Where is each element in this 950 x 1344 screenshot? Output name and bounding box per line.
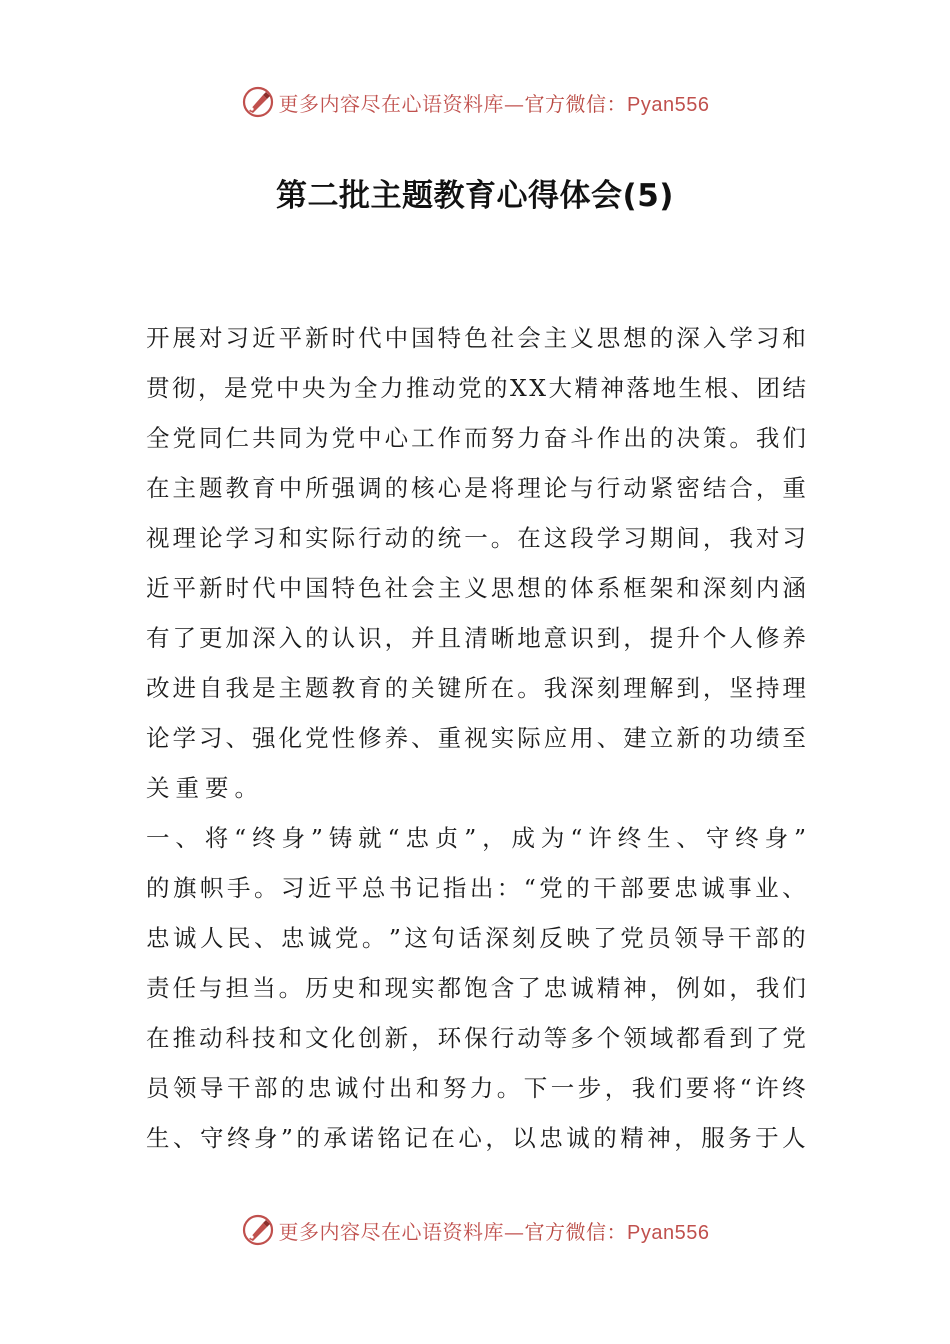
body-line: 在 推 动 科 技 和 文 化 创 新 ， 环 保 行 动 等 多 个 领 域 都 看 到 了 党 (146, 1024, 806, 1052)
banner-separator: — (504, 1219, 525, 1244)
body-line: 的 旗 帜 手 。 习 近 平 总 书 记 指 出 ： “ 党 的 干 部 要 忠 诚 事 业 、 (146, 874, 806, 902)
banner-wechat-label: 官方微信： (524, 1219, 628, 1244)
body-line: 全 党 同 仁 共 同 为 党 中 心 工 作 而 努 力 奋 斗 作 出 的 决 策 。 我 们 (146, 424, 806, 452)
body-line: 生 、 守 终 身 ” 的 承 诺 铭 记 在 心 ， 以 忠 诚 的 精 神 ， 服 务 于 人 (146, 1124, 806, 1152)
header-banner (0, 82, 950, 122)
body-line: 改 进 自 我 是 主 题 教 育 的 关 键 所 在 。 我 深 刻 理 解 到 ， 坚 持 理 (146, 674, 806, 702)
banner-wechat-id: Pyan556 (627, 93, 710, 116)
banner-separator: — (504, 91, 525, 116)
pen-nib-logo-icon (241, 1213, 275, 1247)
banner-wechat-id: Pyan556 (627, 1221, 710, 1244)
pen-nib-logo-icon (241, 85, 275, 119)
body-line: 贯 彻 ， 是 党 中 央 为 全 力 推 动 党 的 X X 大 精 神 落 地 生 根 、 团 结 (146, 374, 806, 402)
body-line: 责 任 与 担 当 。 历 史 和 现 实 都 饱 含 了 忠 诚 精 神 ， 例 如 ， 我 们 (146, 974, 806, 1002)
body-line: 近 平 新 时 代 中 国 特 色 社 会 主 义 思 想 的 体 系 框 架 和 深 刻 内 涵 (146, 574, 806, 602)
body-line: 关重要。 (146, 774, 264, 802)
footer-banner (0, 1210, 950, 1250)
banner-text (279, 1216, 710, 1245)
body-line: 有 了 更 加 深 入 的 认 识 ， 并 且 清 晰 地 意 识 到 ， 提 升 个 人 修 养 (146, 624, 806, 652)
banner-main-text: 更多内容尽在心语资料库 (278, 91, 505, 116)
body-line: 视 理 论 学 习 和 实 际 行 动 的 统 一 。 在 这 段 学 习 期 间 ， 我 对 习 (146, 524, 806, 552)
banner-wechat-label: 官方微信： (524, 91, 628, 116)
body-line: 开 展 对 习 近 平 新 时 代 中 国 特 色 社 会 主 义 思 想 的 深 入 学 习 和 (146, 324, 806, 352)
banner-text (279, 88, 710, 117)
document-body (146, 313, 806, 1163)
body-line: 论 学 习 、 强 化 党 性 修 养 、 重 视 实 际 应 用 、 建 立 新 的 功 绩 至 (146, 724, 806, 752)
document-title: 第二批主题教育心得体会(5) (276, 178, 674, 214)
body-line: 员 领 导 干 部 的 忠 诚 付 出 和 努 力 。 下 一 步 ， 我 们 要 将 “ 许 终 (146, 1074, 806, 1102)
body-line: 在 主 题 教 育 中 所 强 调 的 核 心 是 将 理 论 与 行 动 紧 密 结 合 ， 重 (146, 474, 806, 502)
body-line: 一 、 将 “ 终 身 ” 铸 就 “ 忠 贞 ” ， 成 为 “ 许 终 生 、 守 终 身 ” (146, 824, 806, 852)
banner-main-text: 更多内容尽在心语资料库 (278, 1219, 505, 1244)
body-line: 忠 诚 人 民 、 忠 诚 党 。 ” 这 句 话 深 刻 反 映 了 党 员 领 导 干 部 的 (146, 924, 806, 952)
